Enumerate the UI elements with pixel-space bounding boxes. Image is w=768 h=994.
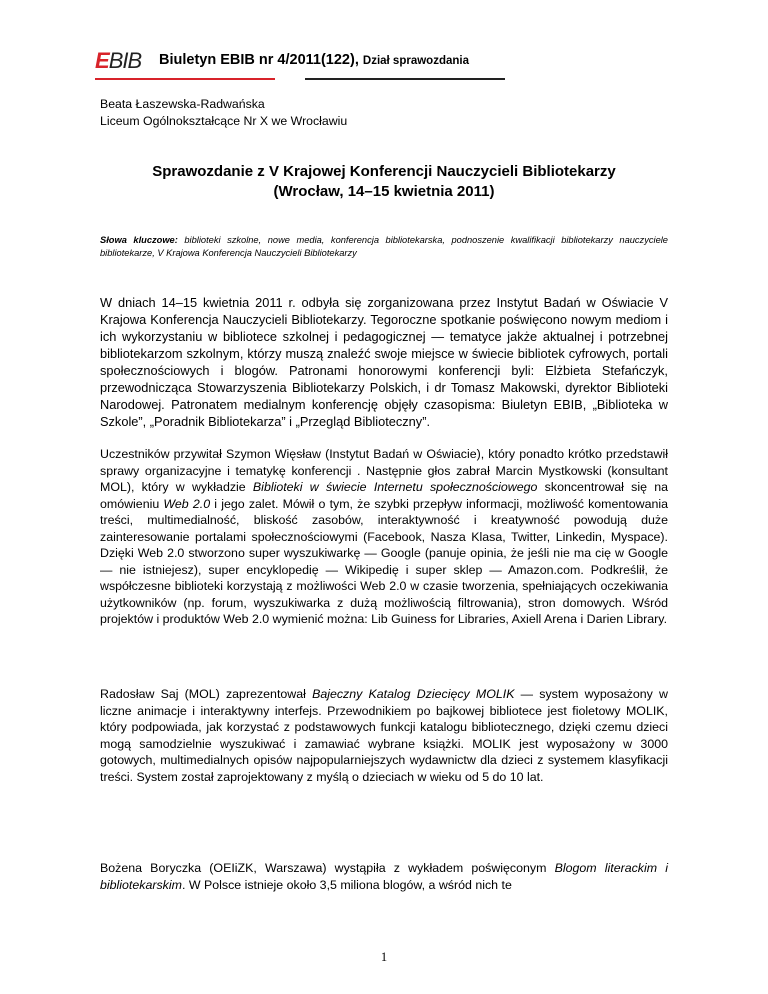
keywords — [100, 234, 668, 261]
keywords-text: biblioteki szkolne, nowe media, konferencja bibliotekarska, podnoszenie kwalifikacji bibliotekarzy nauczyciele bibliotekarze, V Krajowa Konferencja Nauczycieli Bibliotekarzy — [100, 235, 668, 259]
header-rule-red — [95, 78, 275, 80]
page-number: 1 — [380, 950, 388, 964]
header-title: Biuletyn EBIB nr 4/2011(122), Dział sprawozdania — [159, 52, 469, 68]
header-rule-black — [305, 78, 505, 80]
author-affiliation: Liceum Ogólnokształcące Nr X we Wrocławiu — [100, 113, 348, 128]
header-section: Dział sprawozdania — [362, 55, 469, 67]
page-header — [95, 40, 655, 86]
report-title: Sprawozdanie z V Krajowej Konferencji Nauczycieli Bibliotekarzy (Wrocław, 14–15 kwietnia 2011) — [152, 163, 616, 200]
paragraph-2: Uczestników przywitał Szymon Więsław (Instytut Badań w Oświacie), który ponadto krótko przedstawił sprawy organizacyjne i tematykę konferencji . Następnie głos zabrał Marcin Mystkowski (konsultant MOL), który w wykładzie Biblioteki w świecie Internetu społecznościowego skoncentrował się na omówieniu Web 2.0 i jego zalet. Mówił o tym, że szybki przepływ informacji, możliwość komentowania treści, multimedialność, bliskość zasobów, interaktywność i kreatywność powodują duże zainteresowanie portalami społecznościowymi (Facebook, Nasza Klasa, Twitter, Linkedin, Myspace). Dzięki Web 2.0 stworzono super wyszukiwarkę — Google (panuje opinia, że jeśli nie ma cię w Google — nie istniejesz), super encyklopedię — Wikipedię i super sklep — Amazon.com. Podkreślił, że współczesne biblioteki korzystają z możliwości Web 2.0 w czasie tworzenia, spełniających oczekiwania użytkowników (np. forum, wyszukiwarka z dużą możliwością filtrowania), stron domowych. Wśród projektów i produktów Web 2.0 wymienić można: Lib Guiness for Libraries, Axiell Arena i Darien Library. — [100, 447, 669, 627]
paragraph-1: W dniach 14–15 kwietnia 2011 r. odbyła się zorganizowana przez Instytut Badań w Oświacie V Krajowa Konferencja Nauczycieli Bibliotekarzy. Tegoroczne spotkanie poświęcono nowym mediom i ich wykorzystaniu w bibliotece szkolnej i pedagogicznej — tematyce jakże aktualnej i potrzebnej bibliotekarzom szkolnym, którzy muszą znaleźć swoje miejsce w świecie bibliotek cyfrowych, portali społecznościowych i blogów. Patronami honorowymi konferencji byli: Elżbieta Stefańczyk, przewodnicząca Stowarzyszenia Bibliotekarzy Polskich, i dr Tomasz Makowski, dyrektor Biblioteki Narodowej. Patronatem medialnym konferencję objęły czasopisma: Biuletyn EBIB, „Biblioteka w Szkole”, „Poradnik Bibliotekarza” i „Przegląd Biblioteczny”. — [100, 295, 668, 429]
author-name: Beata Łaszewska-Radwańska — [100, 97, 265, 111]
paragraph-4: Bożena Boryczka (OEIiZK, Warszawa) wystąpiła z wykładem poświęconym Blogom literackim i bibliotekarskim. W Polsce istnieje około 3,5 miliona blogów, a wśród nich te — [100, 861, 668, 892]
paragraph-3: Radosław Saj (MOL) zaprezentował Bajeczny Katalog Dziecięcy MOLIK — system wyposażony w liczne animacje i interaktywny interfejs. Przewodnikiem po bajkowej bibliotece jest fioletowy MOLIK, który podpowiada, jak korzystać z podstawowych funkcji katalogu bibliotecznego, dzięki czemu dzieci mogą samodzielnie wyszukiwać i zamawiać wybrane książki. MOLIK jest wyposażony w 3000 gotowych, multimedialnych opisów najpopularniejszych wydawnictw dla dzieci z systemem klasyfikacji treści. System został zaprojektowany z myślą o dzieciach w wieku od 5 do 10 lat. — [100, 687, 669, 784]
keywords-label: Słowa kluczowe: — [100, 235, 178, 245]
ebib-logo: EBIB — [95, 48, 142, 73]
author-block — [100, 96, 347, 129]
